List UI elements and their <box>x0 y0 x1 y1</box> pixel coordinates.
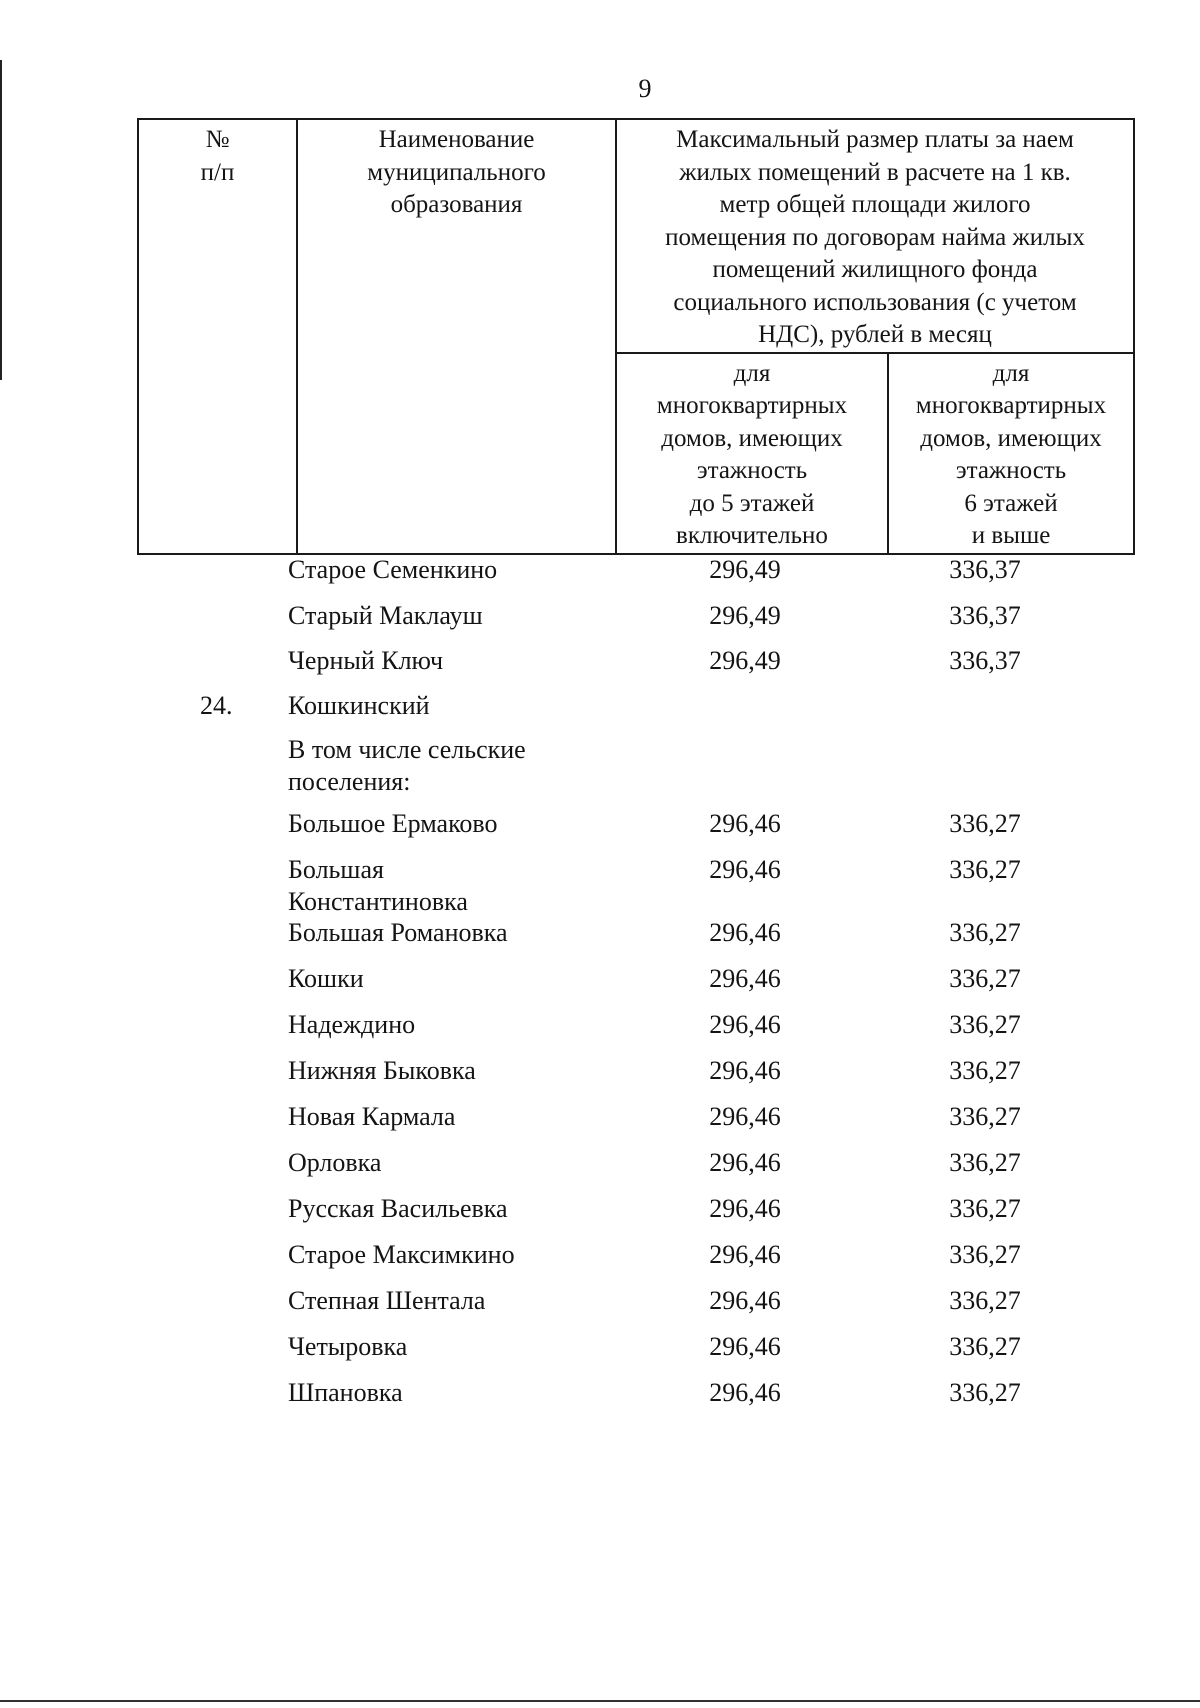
row-value-6-floors-and-above: 336,37 <box>949 601 1021 630</box>
row-value-up-to-5-floors: 296,46 <box>709 1332 781 1361</box>
row-name: Орловка <box>288 1148 382 1177</box>
row-value-up-to-5-floors: 296,46 <box>709 964 781 993</box>
row-name: Большое Ермаково <box>288 809 498 838</box>
row-name: Русская Васильевка <box>288 1194 508 1223</box>
row-name: Степная Шентала <box>288 1286 486 1315</box>
row-name: Старый Маклауш <box>288 601 483 630</box>
row-value-up-to-5-floors: 296,46 <box>709 809 781 838</box>
row-number: 24. <box>200 691 233 720</box>
row-value-6-floors-and-above: 336,27 <box>949 918 1021 947</box>
row-name: Надеждино <box>288 1010 416 1039</box>
row-value-up-to-5-floors: 296,46 <box>709 1102 781 1131</box>
row-value-6-floors-and-above: 336,37 <box>949 555 1021 584</box>
row-name: Новая Кармала <box>288 1102 456 1131</box>
header-col-number: № п/п <box>138 119 297 554</box>
row-name: Нижняя Быковка <box>288 1056 476 1085</box>
row-value-6-floors-and-above: 336,27 <box>949 1286 1021 1315</box>
row-value-6-floors-and-above: 336,27 <box>949 964 1021 993</box>
page-number: 9 <box>638 74 652 103</box>
row-value-6-floors-and-above: 336,27 <box>949 1148 1021 1177</box>
row-name: Большая Романовка <box>288 918 508 947</box>
row-value-6-floors-and-above: 336,27 <box>949 809 1021 838</box>
row-value-6-floors-and-above: 336,37 <box>949 646 1021 675</box>
row-value-up-to-5-floors: 296,46 <box>709 918 781 947</box>
row-name: В том числе сельские поселения: <box>288 735 526 796</box>
scan-bottom-line <box>0 1700 1200 1702</box>
row-name: Четыровка <box>288 1332 408 1361</box>
row-name: Старое Семенкино <box>288 555 498 584</box>
row-name: Большая Константиновка <box>288 855 468 916</box>
table-header <box>137 118 1135 555</box>
row-value-up-to-5-floors: 296,46 <box>709 1148 781 1177</box>
row-value-6-floors-and-above: 336,27 <box>949 1332 1021 1361</box>
row-value-up-to-5-floors: 296,49 <box>709 646 781 675</box>
scan-edge-line <box>0 60 2 380</box>
row-name: Кошки <box>288 964 364 993</box>
row-value-up-to-5-floors: 296,46 <box>709 1378 781 1407</box>
row-value-6-floors-and-above: 336,27 <box>949 1240 1021 1269</box>
header-col-max-payment: Максимальный размер платы за наем жилых помещений в расчете на 1 кв. метр общей площади жилого помещения по договорам найма жилых помещений жилищного фонда социального использования (с учетом НДС), рублей в месяц <box>616 119 1134 353</box>
row-value-6-floors-and-above: 336,27 <box>949 1102 1021 1131</box>
row-name: Кошкинский <box>288 691 430 720</box>
row-value-up-to-5-floors: 296,46 <box>709 1010 781 1039</box>
row-value-up-to-5-floors: 296,46 <box>709 1286 781 1315</box>
row-value-6-floors-and-above: 336,27 <box>949 1194 1021 1223</box>
row-value-6-floors-and-above: 336,27 <box>949 1010 1021 1039</box>
row-value-up-to-5-floors: 296,49 <box>709 601 781 630</box>
row-value-up-to-5-floors: 296,46 <box>709 1240 781 1269</box>
row-value-up-to-5-floors: 296,46 <box>709 855 781 884</box>
row-name: Черный Ключ <box>288 646 444 675</box>
header-sub-col-6-floors-and-above: для многоквартирных домов, имеющих этажность 6 этажей и выше <box>888 353 1134 554</box>
row-value-6-floors-and-above: 336,27 <box>949 1056 1021 1085</box>
header-sub-col-up-to-5-floors: для многоквартирных домов, имеющих этажность до 5 этажей включительно <box>616 353 888 554</box>
row-value-up-to-5-floors: 296,46 <box>709 1194 781 1223</box>
row-value-6-floors-and-above: 336,27 <box>949 855 1021 884</box>
row-value-up-to-5-floors: 296,49 <box>709 555 781 584</box>
row-name: Старое Максимкино <box>288 1240 515 1269</box>
header-col-name: Наименование муниципального образования <box>297 119 616 554</box>
row-name: Шпановка <box>288 1378 403 1407</box>
row-value-6-floors-and-above: 336,27 <box>949 1378 1021 1407</box>
row-value-up-to-5-floors: 296,46 <box>709 1056 781 1085</box>
